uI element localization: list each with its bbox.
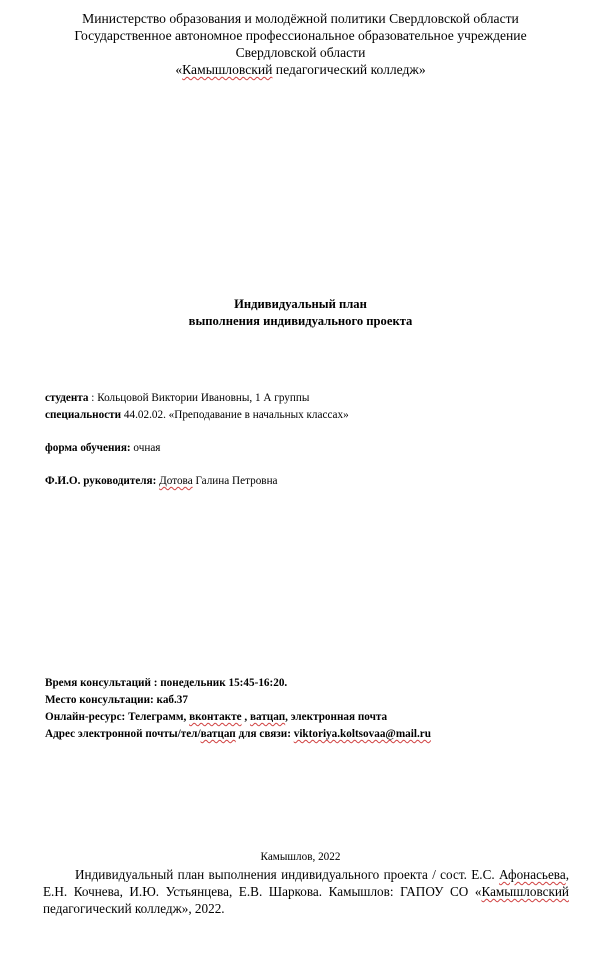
- document-title: [40, 296, 561, 330]
- city-year: Камышлов, 2022: [260, 851, 341, 863]
- consult-time: Время консультаций : понедельник 15:45-16:20.: [45, 677, 288, 689]
- contact-email: viktoriya.koltsovaa@mail.ru: [293, 728, 431, 740]
- study-form-label: форма обучения:: [45, 442, 131, 454]
- title-line-1: Индивидуальный план: [234, 297, 367, 311]
- spellcheck-word: Камышловский: [481, 884, 569, 899]
- spellcheck-word: ватцап: [200, 728, 236, 740]
- consultation-info: [45, 675, 565, 743]
- spellcheck-word: вконтакте: [189, 711, 242, 723]
- institution-header: [40, 10, 561, 78]
- college-name-line: «Камышловский педагогический колледж»: [175, 62, 426, 77]
- student-info: [45, 390, 565, 424]
- supervisor-label: Ф.И.О. руководителя:: [45, 475, 157, 487]
- supervisor-name: Галина Петровна: [192, 475, 278, 487]
- specialty-line: [45, 407, 565, 424]
- specialty-value: 44.02.02. «Преподавание в начальных классах»: [121, 409, 349, 421]
- citation-paragraph: Индивидуальный план выполнения индивидуального проекта / сост. Е.С. Афонасьева, Е.Н. Кочнева, И.Ю. Устьянцева, Е.В. Шаркова. Камышлов: ГАПОУ СО «Камышловский педагогический колледж», 2022.: [43, 867, 569, 916]
- contact-line: Адрес электронной почты/тел/ватцап для связи: viktoriya.koltsovaa@mail.ru: [45, 728, 431, 740]
- online-resources: Онлайн-ресурс: Телеграмм, вконтакте , ватцап, электронная почта: [45, 711, 388, 723]
- student-line: [45, 390, 565, 407]
- title-line-2: выполнения индивидуального проекта: [188, 314, 413, 328]
- spellcheck-word: Камышловский: [182, 62, 273, 77]
- institution-type-line: Государственное автономное профессиональное образовательное учреждение: [74, 28, 527, 43]
- student-value: : Кольцовой Виктории Ивановны, 1 А группы: [88, 392, 310, 404]
- student-label: студента: [45, 392, 89, 404]
- specialty-label: специальности: [45, 409, 122, 421]
- spellcheck-word: Афонасьева: [499, 867, 566, 882]
- study-form-line: [45, 440, 565, 457]
- consult-place: Место консультации: каб.37: [45, 694, 188, 706]
- supervisor-surname: Дотова: [159, 475, 193, 487]
- study-form-value: очная: [130, 442, 161, 454]
- region-line: Свердловской области: [235, 45, 366, 60]
- supervisor-line: [45, 473, 565, 490]
- spellcheck-word: ватцап: [249, 711, 286, 723]
- ministry-line: Министерство образования и молодёжной политики Свердловской области: [82, 11, 519, 26]
